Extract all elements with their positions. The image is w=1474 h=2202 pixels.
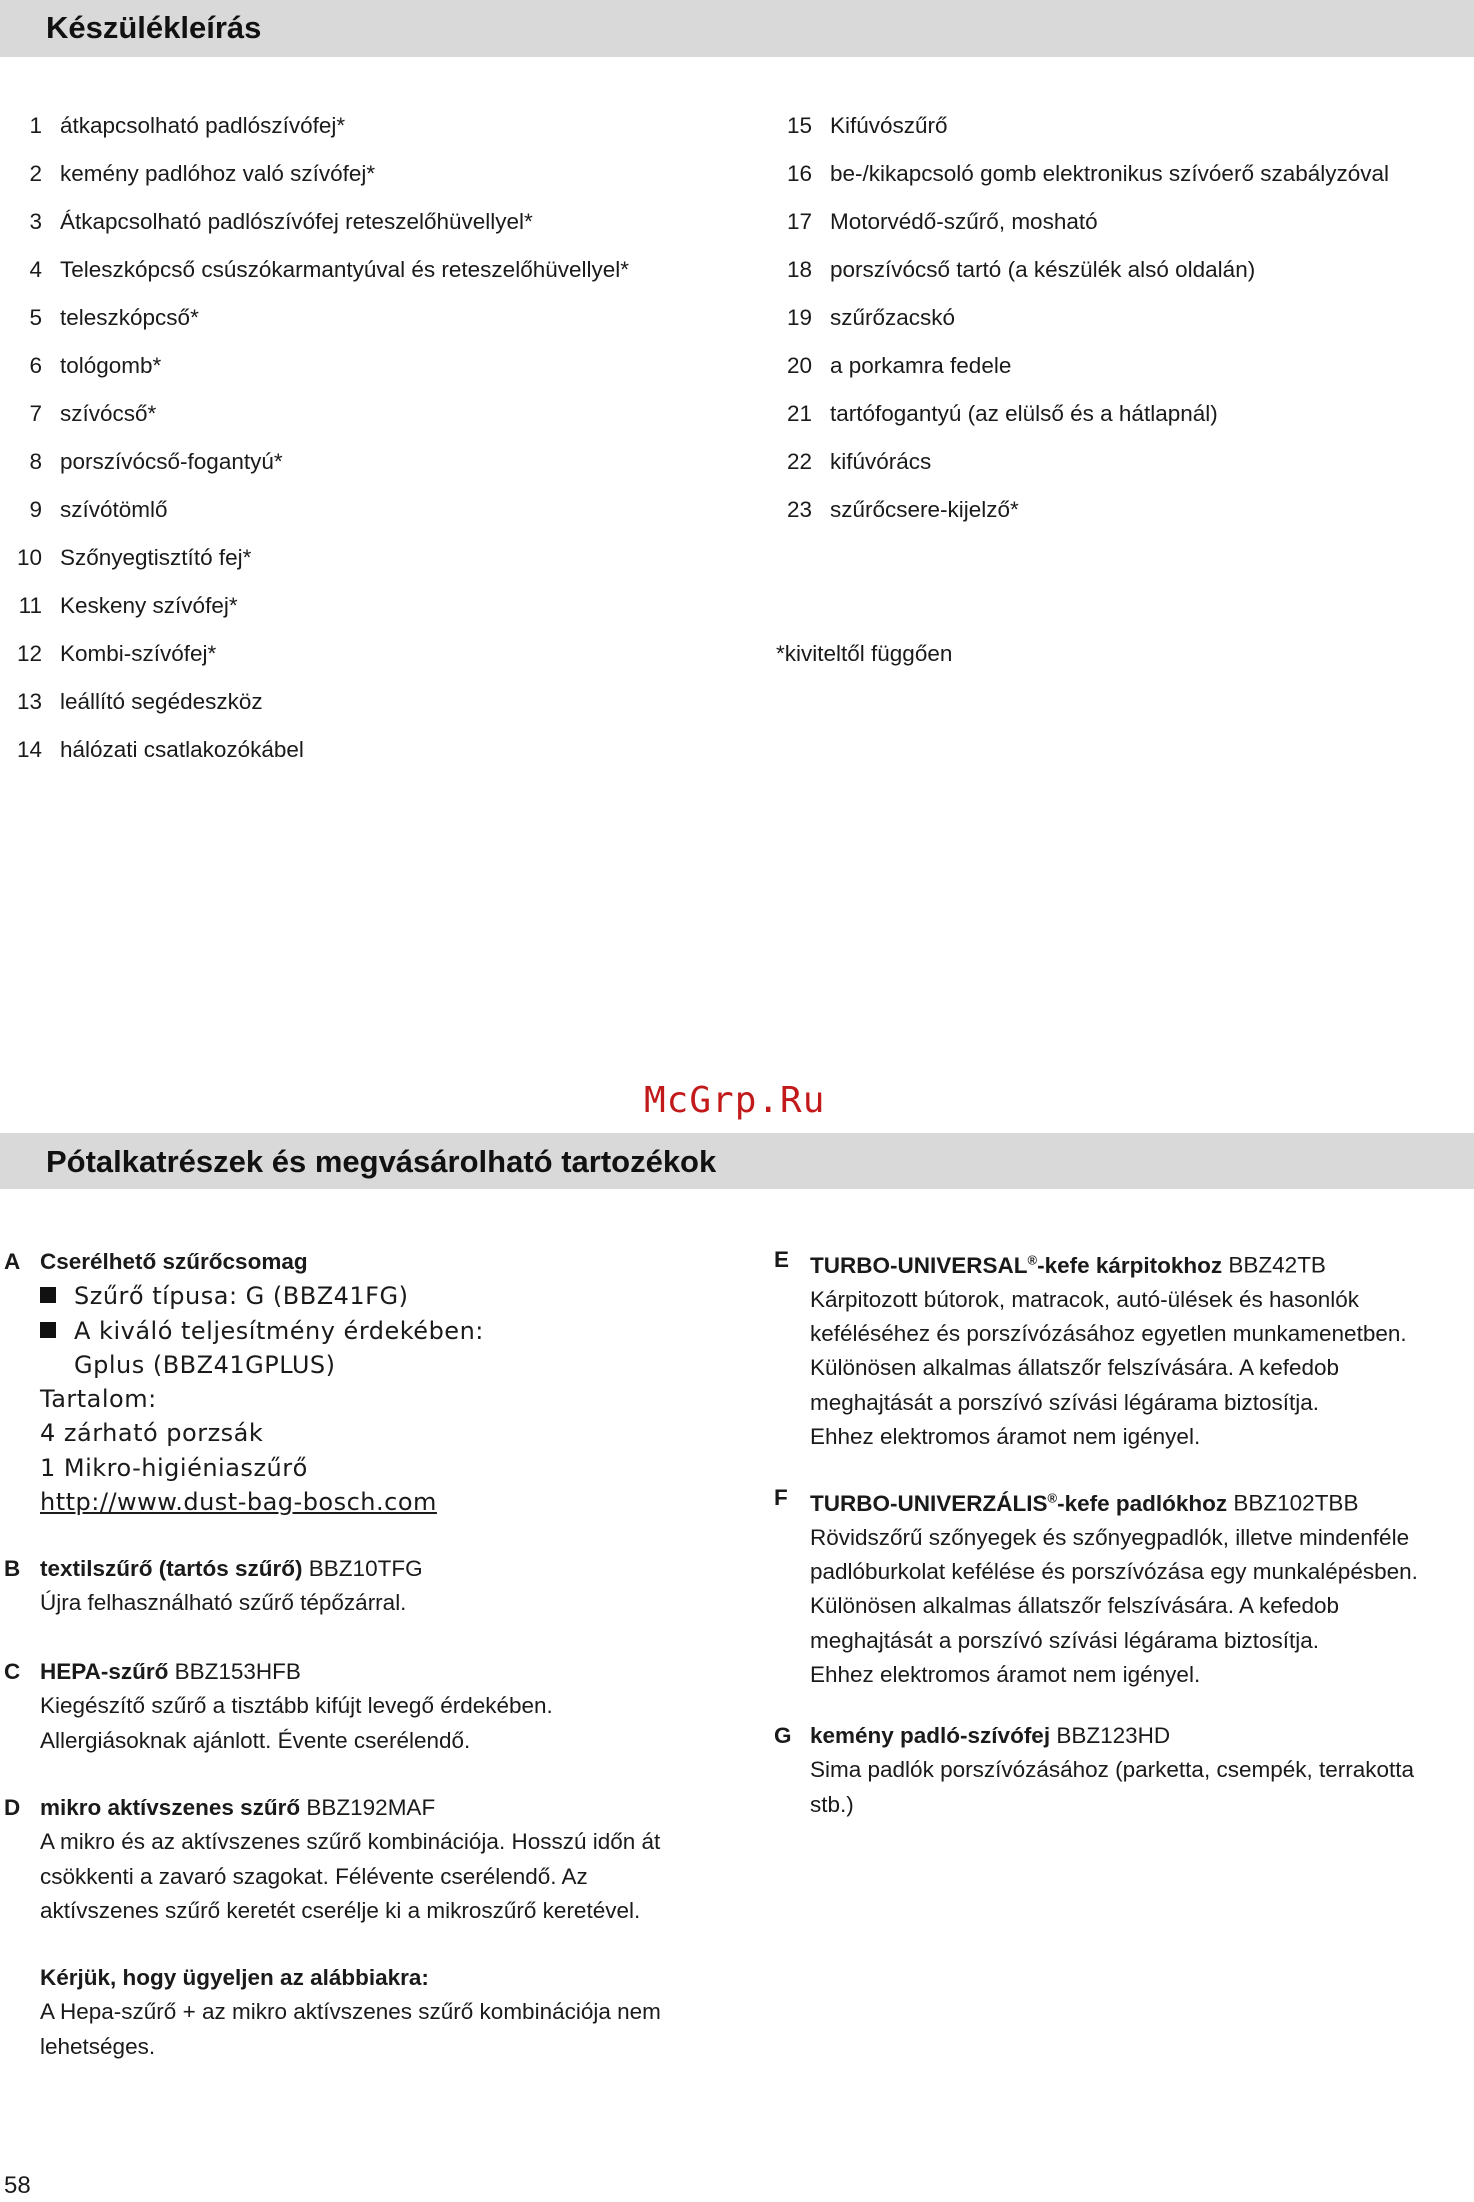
list-item: 13 leállító segédeszköz [16, 689, 263, 714]
product-code: BBZ192MAF [306, 1795, 436, 1820]
accessory-title: Cserélhető szűrőcsomag [40, 1249, 308, 1274]
list-item: 20 a porkamra fedele [786, 353, 1012, 378]
list-item: 10 Szőnyegtisztító fej* [16, 545, 252, 570]
accessory-letter: D [4, 1795, 21, 1820]
accessory-title: textilszűrő (tartós szűrő) [40, 1556, 303, 1581]
product-code: BBZ10TFG [308, 1556, 423, 1581]
product-code: BBZ153HFB [174, 1659, 301, 1684]
product-code: BBZ123HD [1056, 1723, 1171, 1748]
list-item: 18 porszívócső tartó (a készülék alsó oldalán) [786, 257, 1256, 282]
list-item: 19 szűrőzacskó [786, 305, 956, 330]
list-item: 21 tartófogantyú (az elülső és a hátlapnál) [786, 401, 1218, 426]
list-item: 23 szűrőcsere-kijelző* [786, 497, 1019, 522]
list-item: 2 kemény padlóhoz való szívófej* [29, 161, 376, 186]
square-bullet-icon [40, 1322, 56, 1338]
accessory-title: TURBO-UNIVERSAL®-kefe kárpitokhoz [810, 1252, 1223, 1278]
list-item: 17 Motorvédő-szűrő, mosható [786, 209, 1098, 234]
accessory-letter: E [774, 1247, 790, 1272]
section-header-device-description [0, 0, 1474, 57]
accessory-title: TURBO-UNIVERZÁLIS®-kefe padlókhoz [810, 1490, 1228, 1516]
list-item: 4 Teleszkópcső csúszókarmantyúval és reteszelőhüvellyel* [29, 257, 630, 282]
list-item: 11 Keskeny szívófej* [18, 593, 238, 618]
footnote: *kiviteltől függően [776, 641, 953, 666]
list-item: 14 hálózati csatlakozókábel [16, 737, 304, 762]
list-item: 15 Kifúvószűrő [786, 113, 948, 138]
section-title: Pótalkatrészek és megvásárolható tartozékok [46, 1144, 717, 1179]
accessory-letter: G [774, 1723, 792, 1748]
product-code: BBZ102TBB [1233, 1490, 1359, 1516]
accessory-letter: F [774, 1485, 788, 1510]
accessory-letter: C [4, 1659, 21, 1684]
product-code: BBZ42TB [1228, 1252, 1326, 1278]
list-item: 1 átkapcsolható padlószívófej* [29, 113, 346, 138]
website-link[interactable]: http://www.dust-bag-bosch.com [40, 1488, 437, 1517]
list-item: 8 porszívócső-fogantyú* [29, 449, 283, 474]
list-item: 3 Átkapcsolható padlószívófej reteszelőhüvellyel* [29, 209, 533, 234]
accessory-letter: A [4, 1249, 21, 1274]
note-title: Kérjük, hogy ügyeljen az alábbiakra: [40, 1965, 429, 1990]
section-header-spare-parts [0, 1133, 1474, 1189]
list-item: 5 teleszkópcső* [29, 305, 199, 330]
accessory-title: HEPA-szűrő [40, 1659, 169, 1684]
list-item: 6 tológomb* [29, 353, 162, 378]
square-bullet-icon [40, 1287, 56, 1303]
accessory-title: mikro aktívszenes szűrő [40, 1795, 301, 1820]
list-item: 12 Kombi-szívófej* [16, 641, 217, 666]
list-item: 7 szívócső* [29, 401, 157, 426]
section-title: Készülékleírás [46, 10, 262, 45]
watermark: McGrp.Ru [644, 1080, 826, 1121]
page-number: 58 [4, 2172, 31, 2199]
accessory-title: kemény padló-szívófej [810, 1723, 1051, 1748]
note: Kérjük, hogy ügyeljen az alábbiakra: A Hepa-szűrő + az mikro aktívszenes szűrő kombinációja nem lehetséges. [40, 1961, 661, 2064]
list-item: 22 kifúvórács [786, 449, 932, 474]
accessory-letter: B [4, 1556, 21, 1581]
list-item: 16 be-/kikapcsoló gomb elektronikus szívóerő szabályzóval [786, 161, 1390, 186]
list-item: 9 szívótömlő [29, 497, 168, 522]
